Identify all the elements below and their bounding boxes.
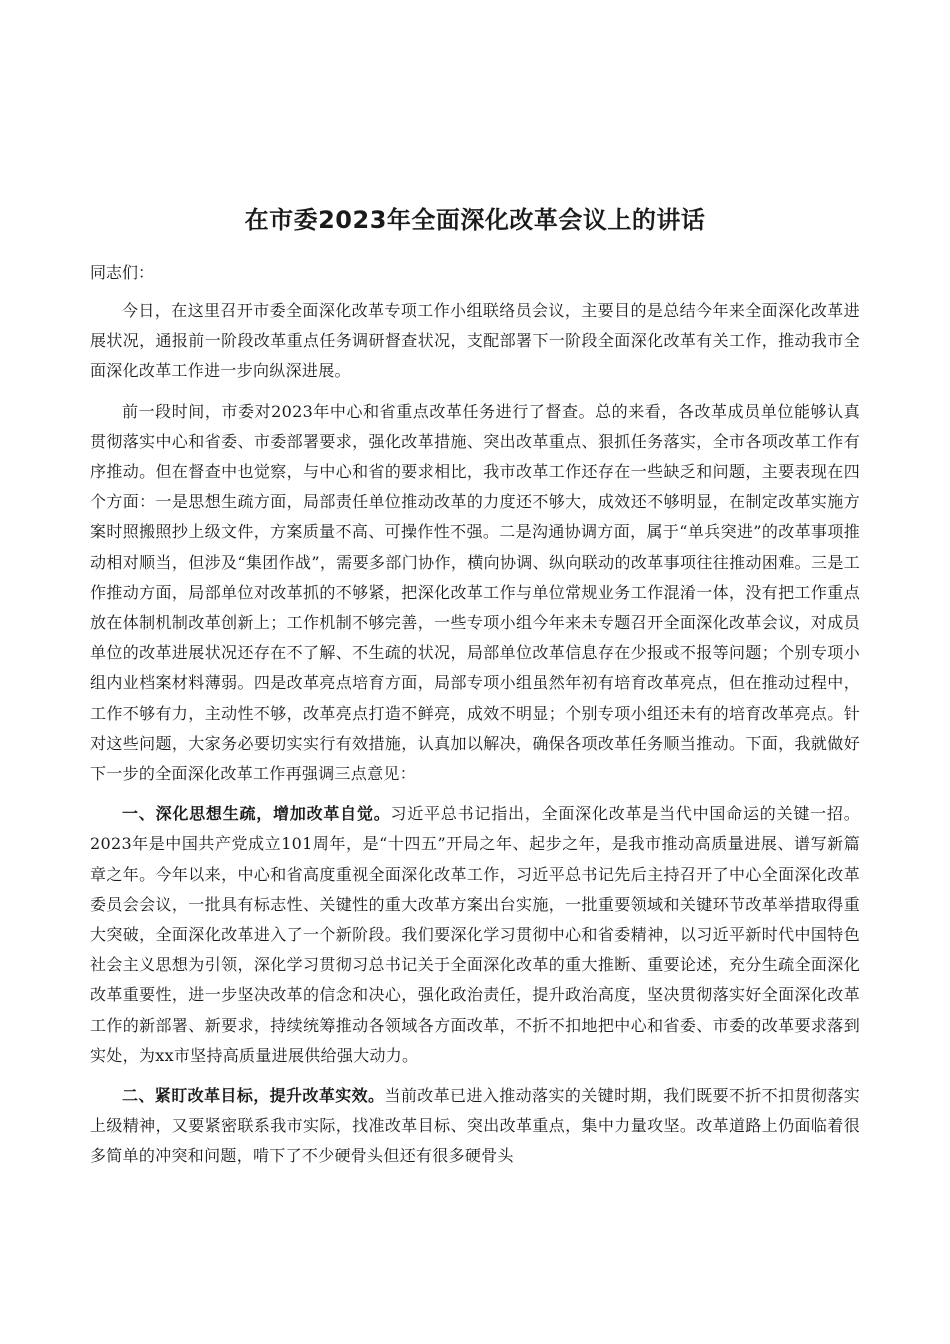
paragraph-body: 习近平总书记指出，全面深化改革是当代中国命运的关键一招。2023年是中国共产党成立101周年，是“十四五”开局之年、起步之年，是我市推动高质量进展、谱写新篇章之年。今年以来，中心和省高度重视全面深化改革工作，习近平总书记先后主持召开了中心全面深化改革委员会会议，一批具有标志性、关键性的重大改革方案出台实施，一批重要领域和关键环节改革举措取得重大突破，全面深化改革进入了一个新阶段。我们要深化学习贯彻中心和省委精神，以习近平新时代中国特色社会主义思想为引领，深化学习贯彻习总书记关于全面深化改革的重大推断、重要论述，充分生疏全面深化改革重要性，进一步坚决改革的信念和决心，强化政治责任，提升政治高度，坚决贯彻落实好全面深化改革工作的新部署、新要求，持续统筹推动各领域各方面改革，不折不扣地把中心和省委、市委的改革要求落到实处，为xx市坚持高质量进展供给强大动力。 [90,804,860,1065]
paragraph-body: 前一段时间，市委对2023年中心和省重点改革任务进行了督查。总的来看，各改革成员单位能够认真贯彻落实中心和省委、市委部署要求，强化改革措施、突出改革重点、狠抓任务落实，全市各项改革工作有序推动。但在督查中也觉察，与中心和省的要求相比，我市改革工作还存在一些缺乏和问题，主要表现在四个方面：一是思想生疏方面，局部责任单位推动改革的力度还不够大，成效还不够明显，在制定改革实施方案时照搬照抄上级文件，方案质量不高、可操作性不强。二是沟通协调方面，属于“单兵突进”的改革事项推动相对顺当，但涉及“集团作战”，需要多部门协作，横向协调、纵向联动的改革事项往往推动困难。三是工作推动方面，局部单位对改革抓的不够紧，把深化改革工作与单位常规业务工作混淆一体，没有把工作重点放在体制机制改革创新上；工作机制不够完善，一些专项小组今年来未专题召开全面深化改革会议，对成员单位的改革进展状况还存在不了解、不生疏的状况，局部单位改革信息存在少报或不报等问题；个别专项小组内业档案材料薄弱。四是改革亮点培育方面，局部专项小组虽然年初有培育改革亮点，但在推动过程中，工作不够有力，主动性不够，改革亮点打造不鲜亮，成效不明显；个别专项小组还未有的培育改革亮点。针对这些问题，大家务必要切实实行有效措施，认真加以解决，确保各项改革任务顺当推动。下面，我就做好下一步的全面深化改革工作再强调三点意见： [90,401,860,784]
paragraph-heading: 二、紧盯改革目标，提升改革实效。 [122,1086,385,1106]
paragraph-point-two [90,1081,860,1172]
paragraph-review [90,397,860,790]
document-title: 在市委2023年全面深化改革会议上的讲话 [244,206,706,234]
paragraph-point-one [90,799,860,1071]
paragraph-heading: 一、深化思想生疏，增加改革自觉。 [122,804,391,824]
paragraph-body: 当前改革已进入推动落实的关键时期，我们既要不折不扣贯彻落实上级精神，又要紧密联系我市实际，找准改革目标、突出改革重点，集中力量攻坚。改革道路上仍面临着很多简单的冲突和问题，啃下了不少硬骨头但还有很多硬骨头 [90,1086,860,1166]
paragraph-body: 今日，在这里召开市委全面深化改革专项工作小组联络员会议，主要目的是总结今年来全面深化改革进展状况，通报前一阶段改革重点任务调研督查状况，支配部署下一阶段全面深化改革有关工作，推动我市全面深化改革工作进一步向纵深进展。 [90,301,860,381]
paragraph-intro [90,296,860,387]
document-page [90,200,860,1182]
salutation: 同志们： [90,263,155,282]
